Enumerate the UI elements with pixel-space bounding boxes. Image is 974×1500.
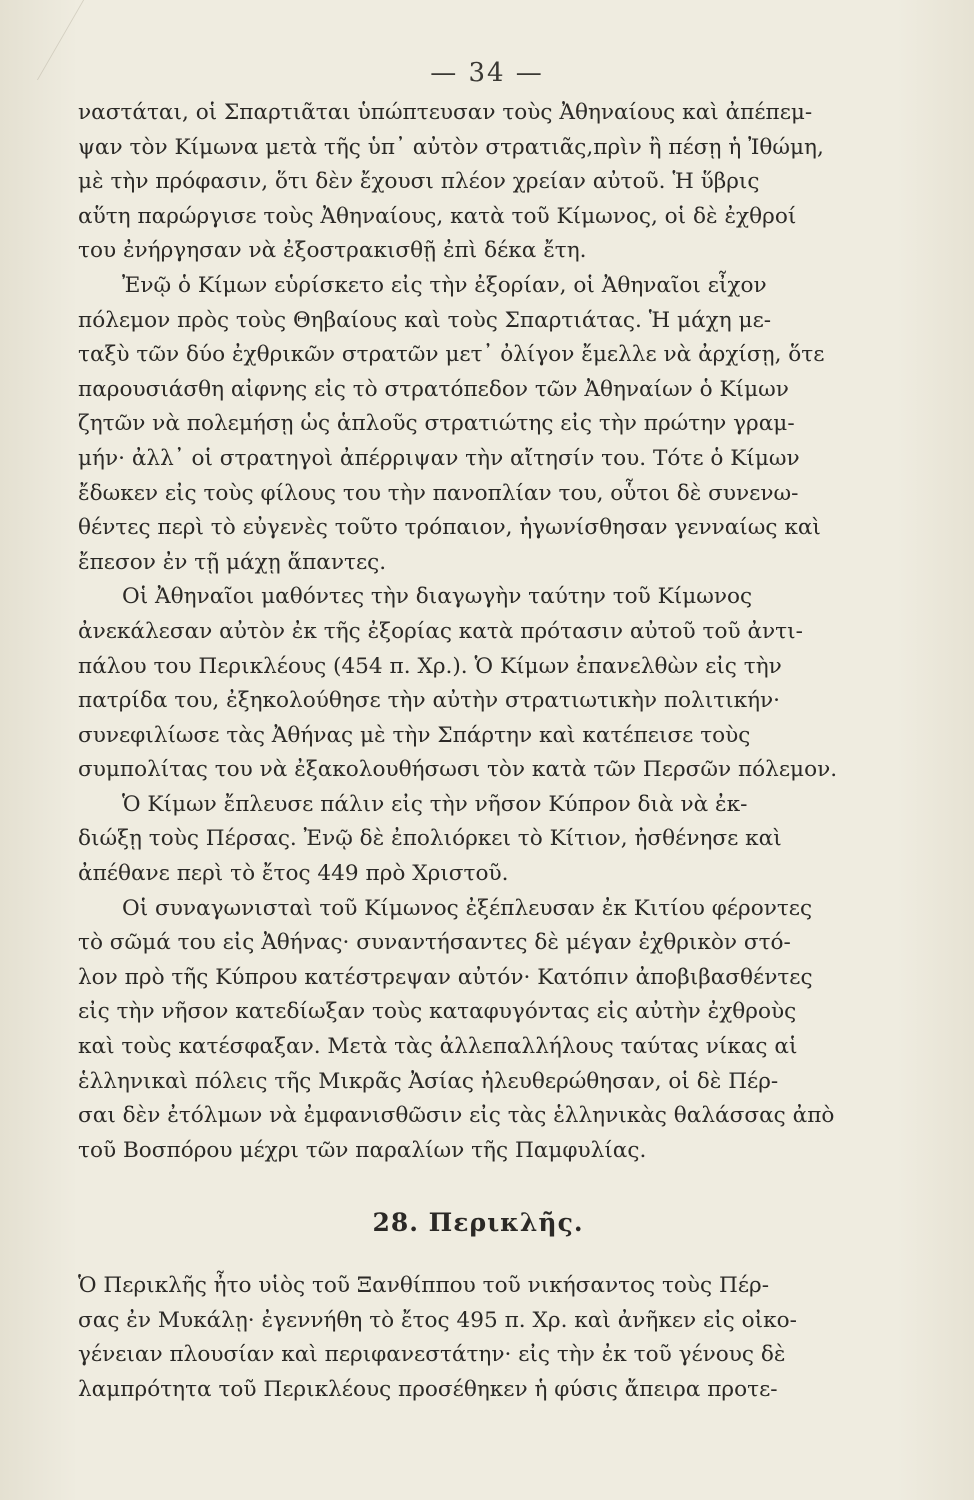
text-line: ταξὺ τῶν δύο ἐχθρικῶν στρατῶν μετ᾽ ὀλίγον ἔμελλε νὰ ἀρχίσῃ, ὅτε (78, 342, 825, 368)
text-line: αὕτη παρώργισε τοὺς Ἀθηναίους, κατὰ τοῦ Κίμωνος, οἱ δὲ ἐχθροί (78, 203, 797, 229)
text-line: λαμπρότητα τοῦ Περικλέους προσέθηκεν ἡ φύσις ἄπειρα προτε- (78, 1376, 778, 1402)
text-line: παρουσιάσθη αἰφνης εἰς τὸ στρατόπεδον τῶν Ἀθηναίων ὁ Κίμων (78, 376, 789, 402)
body-text (78, 96, 878, 1407)
text-line: εἰς τὴν νῆσον κατεδίωξαν τοὺς καταφυγόντας εἰς αὐτὴν ἐχθροὺς (78, 999, 797, 1025)
text-line: ναστάται, οἱ Σπαρτιᾶται ὑπώπτευσαν τοὺς Ἀθηναίους καὶ ἀπέπεμ- (78, 100, 813, 125)
text-line: ἑλληνικαὶ πόλεις τῆς Μικρᾶς Ἀσίας ἠλευθερώθησαν, οἱ δὲ Πέρ- (78, 1068, 779, 1094)
text-line: τοῦ Βοσπόρου μέχρι τῶν παραλίων τῆς Παμφυλίας. (78, 1137, 647, 1163)
text-line: πατρίδα του, ἐξηκολούθησε τὴν αὐτὴν στρατιωτικὴν πολιτικήν· (78, 688, 781, 714)
text-line: συμπολίτας του νὰ ἐξακολουθήσωσι τὸν κατὰ τῶν Περσῶν πόλεμον. (78, 757, 838, 783)
text-line: Ὁ Κίμων ἔπλευσε πάλιν εἰς τὴν νῆσον Κύπρον διὰ νὰ ἐκ- (122, 791, 748, 817)
text-line: Οἱ συναγωνισταὶ τοῦ Κίμωνος ἐξέπλευσαν ἐκ Κιτίου φέροντες (122, 895, 813, 921)
text-line: πόλεμον πρὸς τοὺς Θηβαίους καὶ τοὺς Σπαρτιάτας. Ἡ μάχη με- (78, 307, 772, 333)
text-line: ἔδωκεν εἰς τοὺς φίλους του τὴν πανοπλίαν του, οὗτοι δὲ συνενω- (78, 480, 799, 506)
text-line: του ἐνήργησαν νὰ ἐξοστρακισθῇ ἐπὶ δέκα ἔτη. (78, 238, 587, 264)
text-line: πάλου του Περικλέους (454 π. Χρ.). Ὁ Κίμων ἐπανελθὼν εἰς τὴν (78, 653, 782, 679)
text-line: θέντες περὶ τὸ εὐγενὲς τοῦτο τρόπαιον, ἠγωνίσθησαν γενναίως καὶ (78, 515, 821, 541)
text-line: ἔπεσον ἐν τῇ μάχῃ ἅπαντες. (78, 549, 387, 575)
text-line: σας ἐν Μυκάλῃ· ἐγεννήθη τὸ ἔτος 495 π. Χρ. καὶ ἀνῆκεν εἰς οἰκο- (78, 1307, 797, 1333)
text-line: μήν· ἀλλ᾽ οἱ στρατηγοὶ ἀπέρριψαν τὴν αἴτησίν του. Τότε ὁ Κίμων (78, 445, 800, 471)
section-heading: 28. Περικλῆς. (372, 1208, 584, 1238)
text-line: συνεφιλίωσε τὰς Ἀθήνας μὲ τὴν Σπάρτην καὶ κατέπεισε τοὺς (78, 722, 751, 748)
page-number: — 34 — (430, 58, 544, 88)
text-line: ἀνεκάλεσαν αὐτὸν ἐκ τῆς ἐξορίας κατὰ πρότασιν αὐτοῦ τοῦ ἀντι- (78, 618, 803, 644)
text-line: Ἐνῷ ὁ Κίμων εὑρίσκετο εἰς τὴν ἐξορίαν, οἱ Ἀθηναῖοι εἶχον (122, 272, 767, 298)
text-line: Οἱ Ἀθηναῖοι μαθόντες τὴν διαγωγὴν ταύτην τοῦ Κίμωνος (122, 584, 753, 610)
text-line: Ὁ Περικλῆς ἦτο υἱὸς τοῦ Ξανθίππου τοῦ νικήσαντος τοὺς Πέρ- (78, 1273, 770, 1298)
text-line: ψαν τὸν Κίμωνα μετὰ τῆς ὑπ᾽ αὐτὸν στρατιᾶς,πρὶν ἢ πέσῃ ἡ Ἰθώμη, (78, 134, 824, 160)
text-line: ζητῶν νὰ πολεμήσῃ ὡς ἁπλοῦς στρατιώτης εἰς τὴν πρώτην γραμ- (78, 411, 795, 437)
text-line: τὸ σῶμά του εἰς Ἀθήνας· συναντήσαντες δὲ μέγαν ἐχθρικὸν στό- (78, 930, 791, 956)
text-line: καὶ τοὺς κατέσφαξαν. Μετὰ τὰς ἀλλεπαλλήλους ταύτας νίκας αἱ (78, 1034, 798, 1060)
text-line: γένειαν πλουσίαν καὶ περιφανεστάτην· εἰς τὴν ἐκ τοῦ γένους δὲ (78, 1342, 786, 1368)
text-line: διώξῃ τοὺς Πέρσας. Ἐνῷ δὲ ἐπολιόρκει τὸ Κίτιον, ἠσθένησε καὶ (78, 826, 782, 852)
text-line: σαι δὲν ἐτόλμων νὰ ἐμφανισθῶσιν εἰς τὰς ἑλληνικὰς θαλάσσας ἀπὸ (78, 1103, 835, 1129)
text-line: μὲ τὴν πρόφασιν, ὅτι δὲν ἔχουσι πλέον χρείαν αὐτοῦ. Ἡ ὕβρις (78, 169, 760, 195)
text-line: λον πρὸ τῆς Κύπρου κατέστρεψαν αὐτόν· Κατόπιν ἀποβιβασθέντες (78, 964, 813, 990)
text-line: ἀπέθανε περὶ τὸ ἔτος 449 πρὸ Χριστοῦ. (78, 861, 509, 887)
